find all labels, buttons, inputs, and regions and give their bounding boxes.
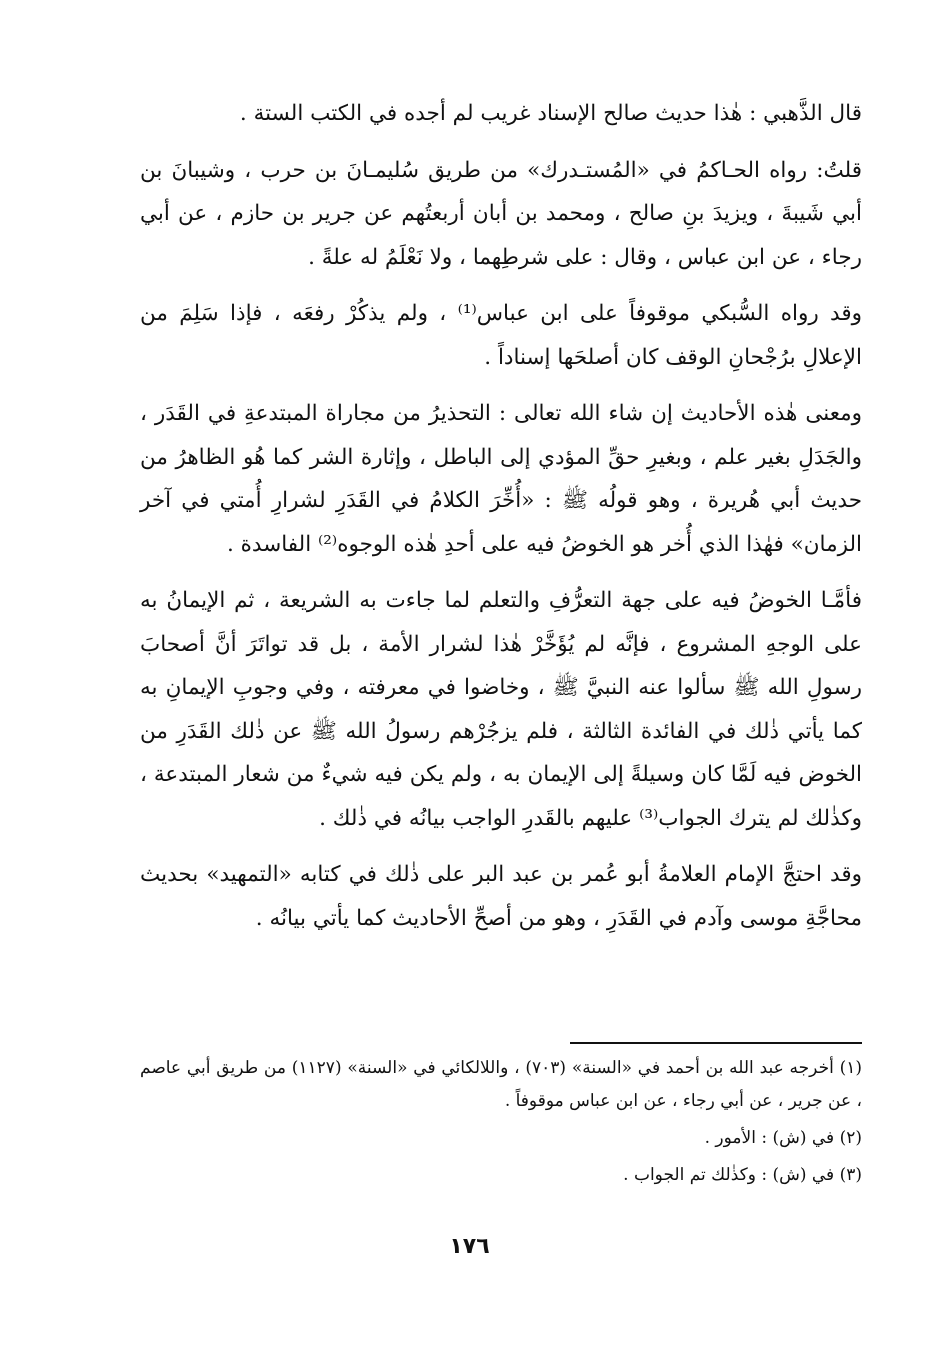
paragraph-hakim-narration: قلتُ: رواه الحـاكمُ في «المُستـدرك» من طريق سُليمـانَ بن حرب ، وشيبانَ بن أبي شَيبةَ ، ويزيدَ بنِ صالح ، ومحمد بن أبان أربعتُهم عن جرير بن حازم ، عن أبي رجاء ، عن ابن عباس ، وقال : على شرطِهما ، ولا نَعْلَمُ له علةً .	[140, 157, 862, 270]
footnote-2: (٢) في (ش) : الأمور .	[704, 1128, 862, 1148]
footnote-3: (٣) في (ش) : وكذٰلك تم الجواب .	[623, 1165, 862, 1185]
paragraph-dhahabi-verdict: قال الذَّهبي : هٰذا حديث صالح الإسناد غريب لم أجده في الكتب الستة .	[239, 101, 862, 126]
footnotes	[140, 1052, 862, 1196]
paragraph-ibn-abd-al-barr: وقد احتجَّ الإمام العلامةُ أبو عُمر بن عبد البر على ذٰلك في كتابه «التمهيد» بحديث محاجَّةِ موسى وآدم في القَدَرِ ، وهو من أصحِّ الأحاديث كما يأتي بيانُه .	[140, 862, 862, 931]
main-text	[140, 92, 862, 953]
footnote-separator	[570, 1042, 862, 1044]
footnote-1: (١) أخرجه عبد الله بن أحمد في «السنة» (٧٠٣) ، واللالكائي في «السنة» (١١٢٧) من طريق أبي عاصم ، عن جرير ، عن أبي رجاء ، عن ابن عباس موقوفاً .	[140, 1058, 863, 1111]
page-number: ١٧٦	[449, 1234, 490, 1259]
paragraph-subki-narration: وقد رواه السُّبكي موقوفاً على ابن عباس⁽¹⁾ ، ولم يذكُرْ رفعَه ، فإذا سَلِمَ من الإعلالِ برُجْحانِ الوقف كان أصلحَها إسناداً .	[140, 301, 863, 370]
paragraph-permitted-inquiry: فأمَّـا الخوضُ فيه على جهة التعرُّفِ والتعلم لما جاءت به الشريعة ، ثم الإيمانُ به على الوجهِ المشروع ، فإنَّه لم يُؤَخَّرْ هٰذا لشرار الأمة ، بل قد تواتَرَ أنَّ أصحابَ رسولِ الله ﷺ سألوا عنه النبيَّ ﷺ ، وخاضوا في معرفته ، وفي وجوبِ الإيمانِ به كما يأتي ذٰلك في الفائدة الثالثة ، فلم يزجُرْهم رسولُ الله ﷺ عن ذٰلك القَدَرِ من الخوض فيه لَمَّا كان وسيلةً إلى الإيمان به ، ولم يكن فيه شيءٌ من شعار المبتدعة ، وكذٰلك لم يترك الجواب⁽³⁾ عليهم بالقَدرِ الواجب بيانُه في ذٰلك .	[140, 588, 862, 831]
paragraph-meaning: ومعنى هٰذه الأحاديث إن شاء الله تعالى : التحذيرُ من مجاراة المبتدعةِ في القَدَر ، والجَدَلِ بغير علم ، وبغيرِ حقِّ المؤدي إلى الباطل ، وإثارة الشر كما هُو الظاهرُ من حديث أبي هُريرة ، وهو قولُه ﷺ : «أُخِّرَ الكلامُ في القَدَرِ لشرارِ أُمتي في آخر الزمان» فهٰذا الذي أُخر هو الخوضُ فيه على أحدِ هٰذه الوجوه⁽²⁾ الفاسدة .	[140, 401, 862, 557]
